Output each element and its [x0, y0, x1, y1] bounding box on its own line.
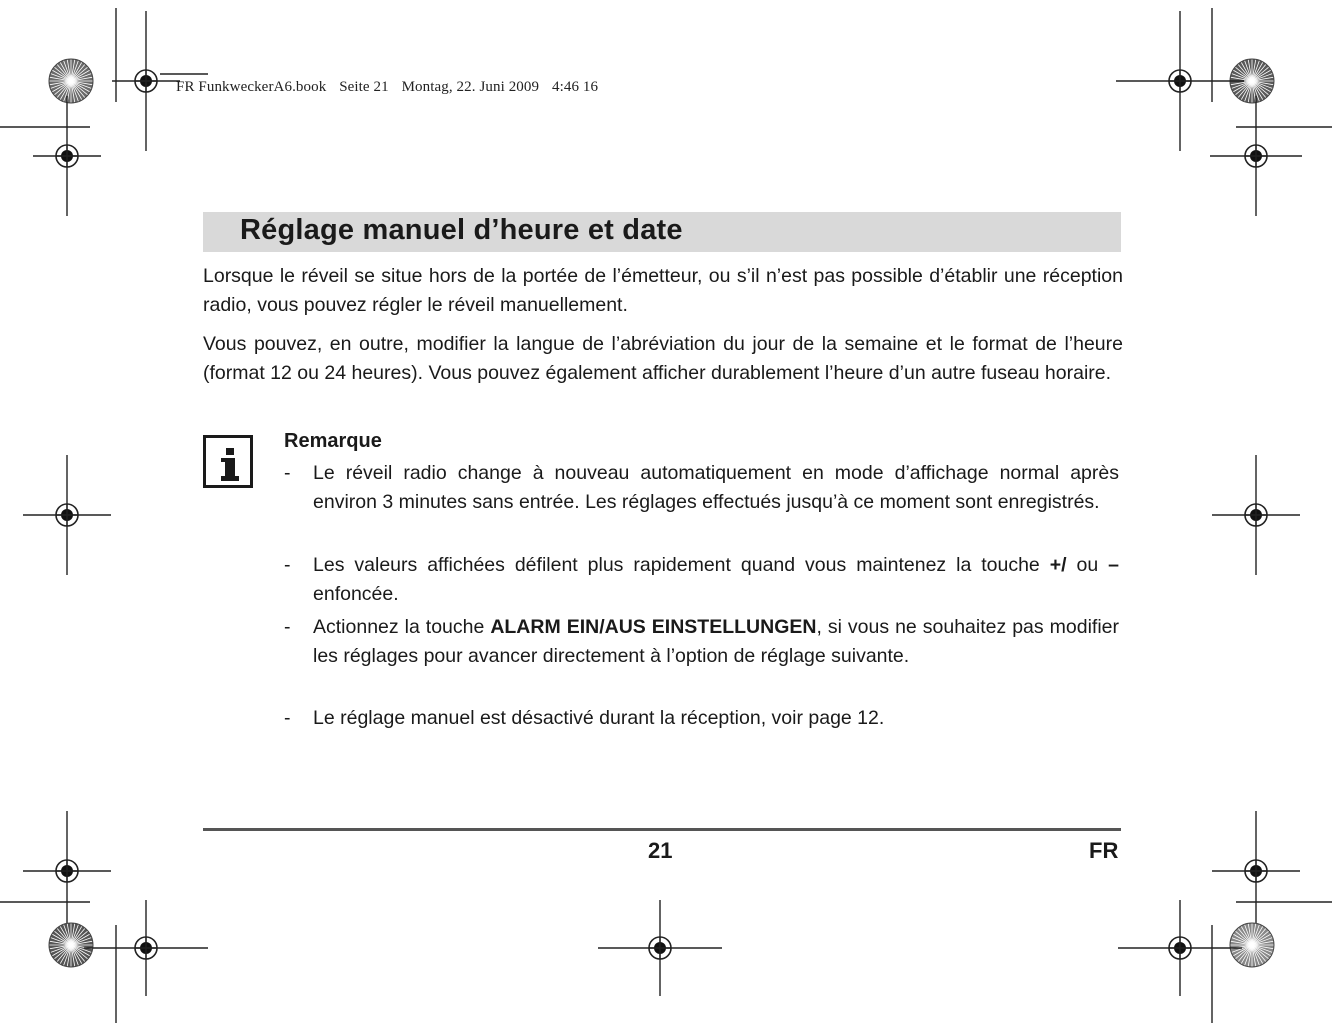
note-item-text: Le réglage manuel est désactivé durant la réception, voir page 12. [313, 707, 885, 729]
list-dash: - [284, 707, 291, 729]
print-header [176, 79, 607, 96]
footer-divider [203, 828, 1121, 831]
note-item-text [313, 613, 1119, 671]
note-item [284, 551, 1119, 609]
paragraph-options [203, 330, 1123, 388]
list-dash: - [284, 554, 291, 576]
language-code: FR [1089, 838, 1119, 863]
section-title: Réglage manuel d’heure et date [240, 214, 683, 246]
header-date: Montag, 22. Juni 2009 [401, 79, 540, 95]
list-dash: - [284, 462, 291, 484]
note-item [284, 613, 1119, 671]
key-alarm: ALARM EIN/AUS EINSTELLUNGEN [490, 616, 817, 638]
note-item-text: Le réveil radio change à nouveau automatiquement en mode d’affichage normal après environ 3 minutes sans entrée. Les réglages effectués jusqu’à ce moment sont enregistrés. [313, 462, 1119, 513]
info-icon [203, 435, 253, 488]
header-file: FR FunkweckerA6.book [176, 79, 327, 95]
note-item-prefix: Actionnez la touche [313, 616, 491, 638]
note-item [284, 459, 1119, 517]
note-item-prefix: Les valeurs affichées défilent plus rapidement quand vous maintenez la touche [313, 554, 1050, 576]
paragraph-2: Vous pouvez, en outre, modifier la langue de l’abréviation du jour de la semaine et le format de l’heure (format 12 ou 24 heures). Vous pouvez également afficher durablement l’heure d’un autre fuseau horaire. [203, 333, 1123, 384]
note-item-mid: ou [1066, 554, 1109, 576]
note-item-suffix: , si vous ne souhaitez pas modifier les réglages pour avancer directement à l’option de réglage suivante. [313, 616, 1119, 667]
note-title: Remarque [284, 430, 382, 452]
key-plus: +/ [1049, 554, 1067, 576]
note-item-text [313, 551, 1119, 609]
paragraph-intro [203, 262, 1123, 320]
section-title-bar [203, 212, 1121, 252]
header-time: 4:46 16 [551, 79, 599, 95]
page-number: 21 [648, 838, 673, 863]
list-dash: - [284, 616, 291, 638]
header-page: Seite 21 [339, 79, 389, 95]
note-item [284, 704, 1119, 733]
paragraph-1: Lorsque le réveil se situe hors de la portée de l’émetteur, ou s’il n’est pas possible d’établir une réception radio, vous pouvez régler le réveil manuellement. [203, 265, 1123, 316]
key-minus: – [1108, 554, 1119, 576]
note-item-suffix: enfoncée. [313, 583, 399, 605]
